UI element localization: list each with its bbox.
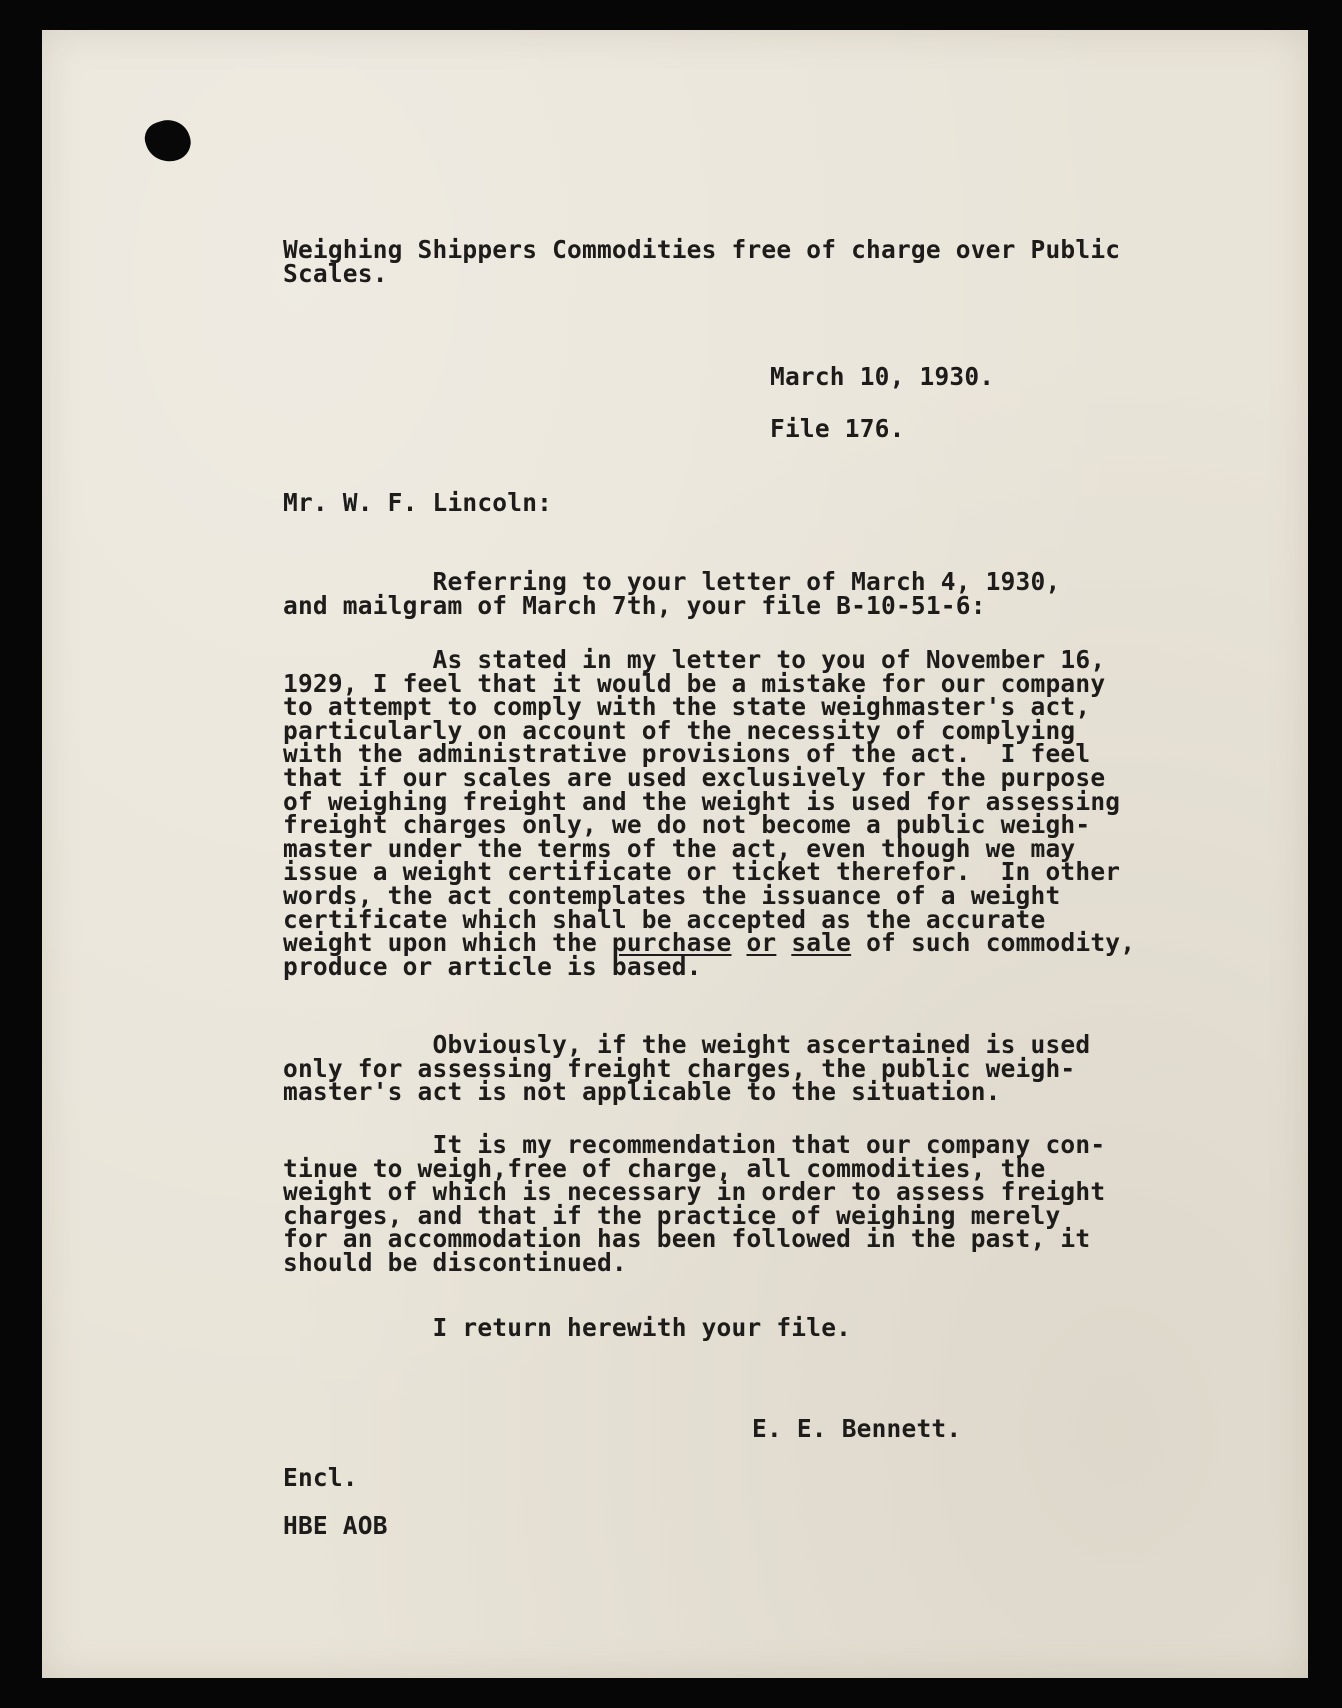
paragraph-line: master's act is not applicable to the situation. [283, 1077, 1001, 1106]
paragraph-line-suffix: of such commodity, [851, 928, 1136, 958]
letter-page [42, 30, 1308, 1678]
paragraph-line: for an accommodation has been followed in the past, it [283, 1224, 1091, 1253]
subject-line [283, 235, 1121, 288]
signature: E. E. Bennett. [752, 1414, 962, 1443]
paragraph-line: that if our scales are used exclusively for the purpose [283, 762, 1106, 792]
typist-initials: HBE AOB [283, 1511, 388, 1540]
paragraph-line: tinue to weigh,free of charge, all commodities, the [283, 1153, 1046, 1183]
paragraph-line: It is my recommendation that our company con- [283, 1130, 1106, 1159]
paragraph-line: and mailgram of March 7th, your file B-10-51-6: [283, 590, 986, 620]
subject-line-1: Weighing Shippers Commodities free of charge over Public [283, 235, 1121, 264]
paragraph-line: weight of which is necessary in order to assess freight [283, 1177, 1106, 1206]
paragraph-line: Referring to your letter of March 4, 1930, [283, 567, 1061, 596]
paragraph-line-prefix: weight upon which the [283, 928, 612, 958]
paragraph-return-file: I return herewith your file. [283, 1313, 852, 1342]
punch-hole [141, 114, 196, 168]
file-reference: File 176. [770, 414, 905, 443]
paragraph-line: freight charges only, we do not become a public weigh- [283, 810, 1091, 840]
enclosure-note: Encl. [283, 1463, 358, 1492]
paragraph-line: 1929, I feel that it would be a mistake for our company [283, 668, 1106, 698]
paragraph-line: charges, and that if the practice of weighing merely [283, 1200, 1061, 1230]
paragraph-line: only for assessing freight charges, the public weigh- [283, 1053, 1076, 1083]
paragraph-line: should be discontinued. [283, 1247, 627, 1277]
paragraph-line: to attempt to comply with the state weighmaster's act, [283, 692, 1091, 722]
paragraph-line: particularly on account of the necessity of complying [283, 715, 1076, 745]
letter-date: March 10, 1930. [770, 362, 995, 391]
paragraph-line: master under the terms of the act, even though we may [283, 833, 1076, 863]
paragraph-line: with the administrative provisions of the act. I feel [283, 739, 1091, 769]
paragraph-line: issue a weight certificate or ticket therefor. In other [283, 857, 1121, 887]
salutation: Mr. W. F. Lincoln: [283, 488, 553, 517]
underlined-or: or [746, 928, 777, 958]
paragraph-recommendation [283, 1130, 1106, 1277]
underlined-sale: sale [791, 928, 852, 958]
paragraph-line: words, the act contemplates the issuance of a weight [283, 880, 1061, 910]
paragraph-weighmaster-act [283, 645, 1136, 981]
paragraph-line: produce or article is based. [283, 951, 702, 981]
paragraph-obviously [283, 1030, 1091, 1106]
paragraph-line: As stated in my letter to you of November 16, [283, 645, 1106, 674]
subject-line-2: Scales. [283, 258, 388, 288]
underlined-purchase: purchase [611, 928, 732, 958]
paragraph-referring [283, 567, 1061, 620]
paragraph-line: Obviously, if the weight ascertained is used [283, 1030, 1091, 1059]
paragraph-line: certificate which shall be accepted as the accurate [283, 904, 1046, 934]
paragraph-line: of weighing freight and the weight is used for assessing [283, 786, 1121, 816]
